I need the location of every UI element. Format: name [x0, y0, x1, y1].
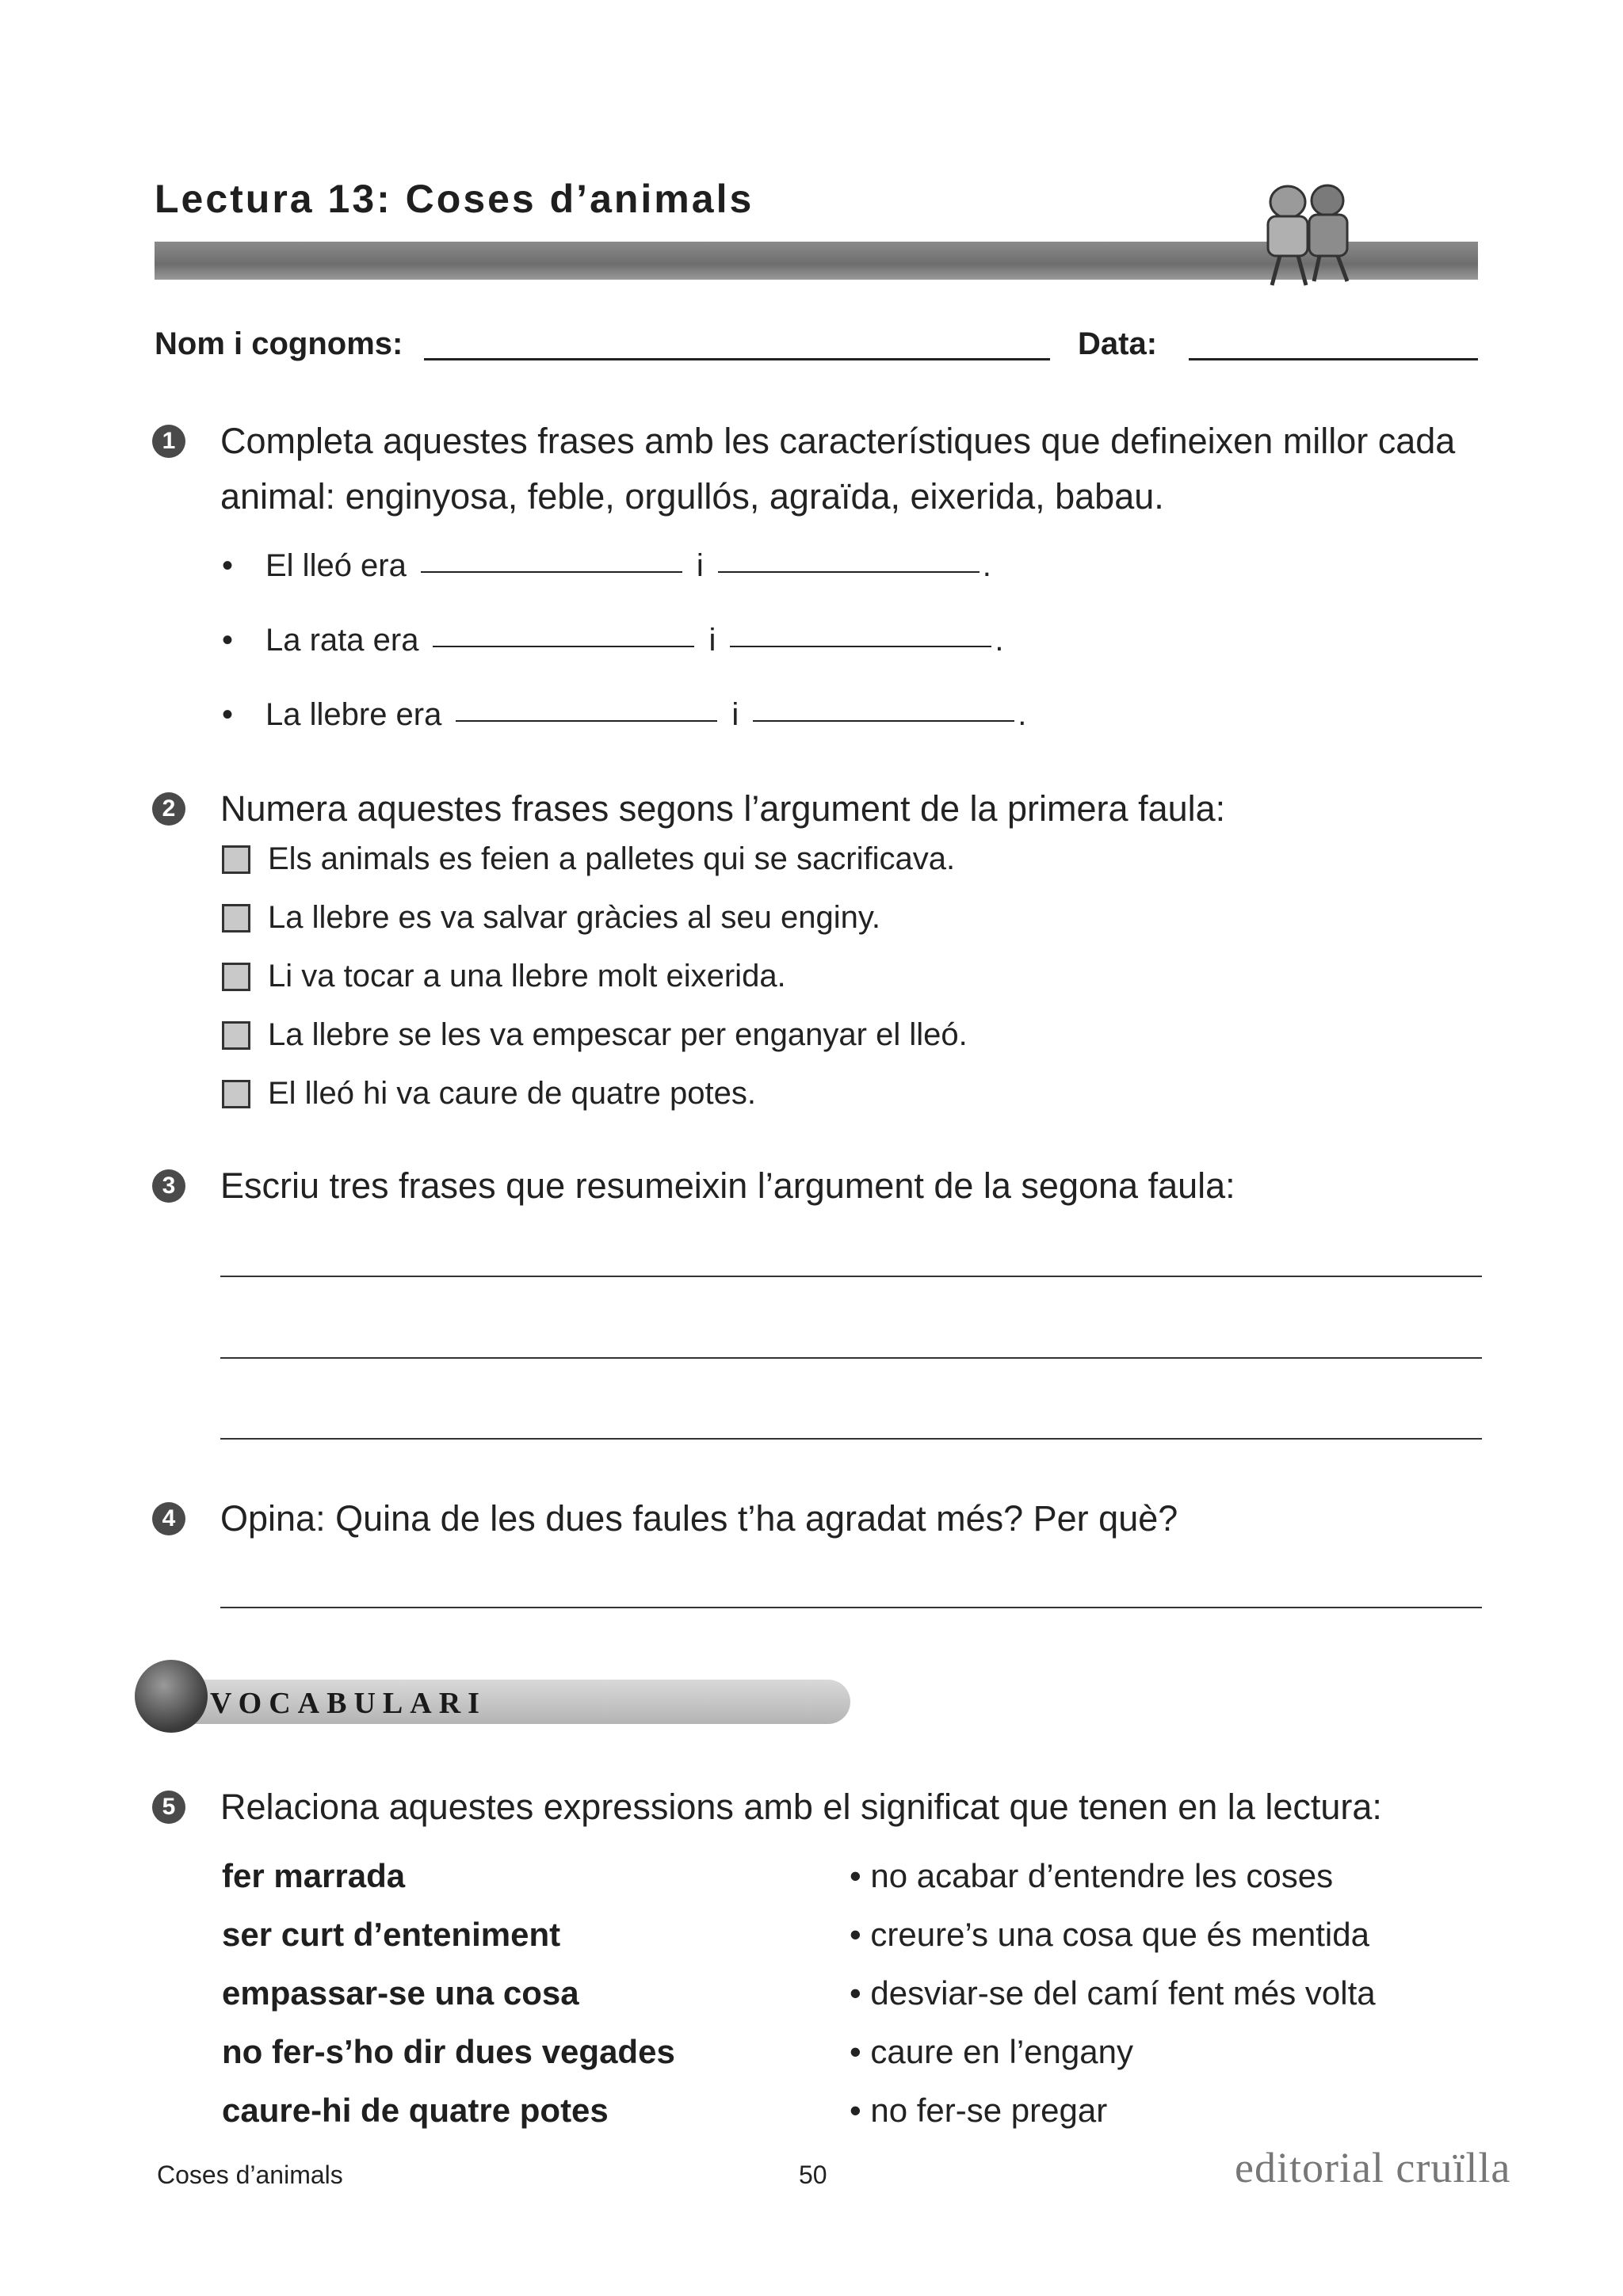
meaning: • no acabar d’entendre les coses: [850, 1857, 1334, 1894]
question-5-text: Relaciona aquestes expressions amb el significat que tenen en la lectura:: [220, 1787, 1382, 1827]
q1-item-hare: [222, 697, 1026, 733]
answer-blank[interactable]: [730, 646, 991, 647]
q1-item-end: .: [995, 623, 1004, 658]
q1-item-joiner: i: [731, 697, 739, 732]
expression: empassar-se una cosa: [222, 1974, 579, 2012]
expression: fer marrada: [222, 1857, 406, 1894]
expression: no fer-s’ho dir dues vegades: [222, 2033, 675, 2070]
q2-option-text: La llebre es va salvar gràcies al seu enginy.: [268, 900, 881, 935]
question-2-text: Numera aquestes frases segons l’argument de la primera faula:: [220, 788, 1226, 829]
q2-option: [222, 841, 955, 877]
question-5-number: 5: [152, 1791, 185, 1824]
question-3-text: Escriu tres frases que resumeixin l’argument de la segona faula:: [220, 1165, 1235, 1206]
answer-blank[interactable]: [753, 720, 1014, 722]
question-1-number: 1: [152, 425, 185, 458]
publisher-logo: editorial cruïlla: [1235, 2144, 1511, 2191]
q2-option: [222, 1076, 756, 1112]
number-box[interactable]: [222, 1080, 250, 1108]
answer-line[interactable]: [220, 1607, 1482, 1608]
children-illustration: [1244, 170, 1371, 289]
expression: ser curt d’enteniment: [222, 1916, 561, 1953]
q1-item-end: .: [982, 548, 991, 583]
answer-blank[interactable]: [421, 571, 682, 573]
page-title: Lectura 13: Coses d’animals: [155, 177, 754, 221]
answer-blank[interactable]: [718, 571, 980, 573]
page-number: 50: [799, 2161, 827, 2189]
answer-line[interactable]: [220, 1276, 1482, 1277]
bullet: •: [222, 548, 234, 583]
q1-item-joiner: i: [696, 548, 704, 583]
meaning: • desviar-se del camí fent més volta: [850, 1974, 1376, 2012]
q2-option: [222, 959, 786, 994]
name-field[interactable]: [424, 358, 1050, 360]
meaning: • caure en l’engany: [850, 2033, 1133, 2070]
q2-option-text: La llebre se les va empescar per enganyar el lleó.: [268, 1017, 968, 1052]
q1-item-rat: [222, 623, 1003, 658]
date-field[interactable]: [1189, 358, 1478, 360]
q2-option: [222, 1017, 968, 1053]
number-box[interactable]: [222, 1021, 250, 1050]
bullet: •: [222, 623, 234, 658]
question-4-text: Opina: Quina de les dues faules t’ha agradat més? Per què?: [220, 1498, 1178, 1539]
date-label: Data:: [1078, 326, 1158, 361]
meaning: • creure’s una cosa que és mentida: [850, 1916, 1369, 1953]
bullet: •: [222, 697, 234, 732]
q1-item-joiner: i: [708, 623, 716, 658]
meaning: • no fer-se pregar: [850, 2092, 1108, 2129]
question-1-text-line-1: Completa aquestes frases amb les característiques que defineixen millor cada: [220, 421, 1456, 461]
answer-line[interactable]: [220, 1438, 1482, 1440]
q1-item-end: .: [1018, 697, 1027, 732]
q2-option-text: El lleó hi va caure de quatre potes.: [268, 1076, 756, 1111]
q1-item-prefix: La rata era: [265, 623, 419, 658]
vocabulary-label: VOCABULARI: [210, 1687, 487, 1720]
name-label: Nom i cognoms:: [155, 326, 403, 361]
footer-title: Coses d’animals: [157, 2161, 343, 2189]
number-box[interactable]: [222, 963, 250, 991]
q1-item-lion: [222, 548, 991, 584]
q2-option-text: Els animals es feien a palletes qui se sacrificava.: [268, 841, 956, 876]
q2-option: [222, 900, 880, 936]
answer-blank[interactable]: [433, 646, 694, 647]
vocabulary-icon: [135, 1660, 208, 1733]
q2-option-text: Li va tocar a una llebre molt eixerida.: [268, 959, 786, 994]
answer-blank[interactable]: [456, 720, 717, 722]
question-1-text-line-2: animal: enginyosa, feble, orgullós, agraïda, eixerida, babau.: [220, 476, 1164, 517]
question-2-number: 2: [152, 792, 185, 826]
answer-line[interactable]: [220, 1357, 1482, 1359]
question-3-number: 3: [152, 1169, 185, 1203]
number-box[interactable]: [222, 904, 250, 933]
number-box[interactable]: [222, 845, 250, 874]
expression: caure-hi de quatre potes: [222, 2092, 609, 2129]
q1-item-prefix: La llebre era: [265, 697, 442, 732]
question-4-number: 4: [152, 1502, 185, 1535]
q1-item-prefix: El lleó era: [265, 548, 407, 583]
